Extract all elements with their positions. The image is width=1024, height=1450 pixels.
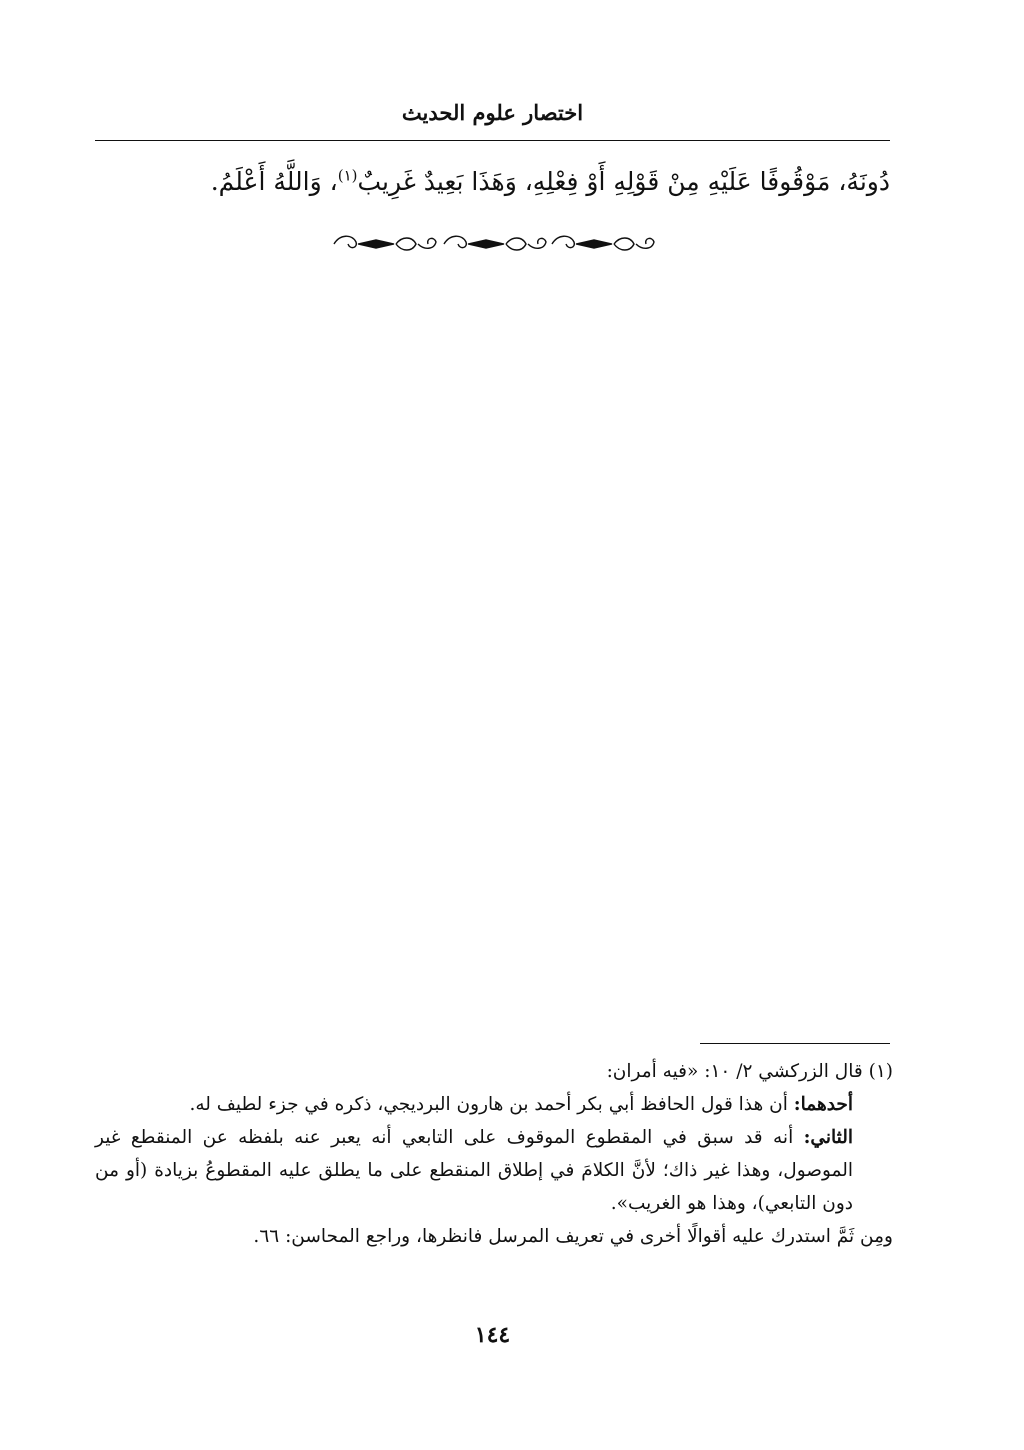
main-text-before-ref: دُونَهُ، مَوْقُوفًا عَلَيْهِ مِنْ قَوْلِهِ أَوْ فِعْلِهِ، وَهَذَا بَعِيدٌ غَرِيبٌ	[357, 167, 890, 196]
footnote-term-first: أحدهما:	[793, 1094, 853, 1115]
footnote-item-second	[95, 1121, 893, 1220]
main-text-after-ref: ، وَاللَّهُ أَعْلَمُ.	[210, 167, 338, 196]
footnote-term-second: الثاني:	[803, 1127, 853, 1148]
main-paragraph	[95, 160, 890, 204]
ornament-unit-right	[552, 236, 654, 250]
footnote-reference[interactable]: (١)	[337, 166, 358, 185]
page-number: ١٤٤	[474, 1322, 511, 1348]
footnote-item-first	[95, 1088, 893, 1121]
running-head-title: اختصار علوم الحديث	[401, 100, 584, 125]
ornament-unit-center	[444, 236, 546, 250]
floral-divider-icon	[330, 230, 655, 258]
footnote-text-second: أنه قد سبق في المقطوع الموقوف على التابعي أنه يعبر عنه بلفظه عن المنقطع غير الموصول، وهذا غير ذاك؛ لأنَّ الكلامَ في إطلاق المنقطع على ما يطلق عليه المقطوعُ بزيادة (أو من دون التابعي)، وهذا هو الغريب».	[95, 1127, 853, 1214]
footnote-text-first: أن هذا قول الحافظ أبي بكر أحمد بن هارون البرديجي، ذكره في جزء لطيف له.	[189, 1094, 788, 1115]
footnote-separator	[700, 1043, 890, 1044]
footnote-intro-text: قال الزركشي ٢/ ١٠: «فيه أمران:	[606, 1061, 863, 1082]
footnotes	[95, 1055, 893, 1253]
footnote-closing: ومِن ثَمَّ استدرك عليه أقوالًا أخرى في تعريف المرسل فانظرها، وراجع المحاسن: ٦٦.	[253, 1226, 893, 1247]
footnote-marker: (١)	[868, 1061, 893, 1082]
footnote-intro	[95, 1055, 893, 1088]
ornament-unit-left	[334, 236, 436, 250]
header-rule	[95, 140, 890, 141]
